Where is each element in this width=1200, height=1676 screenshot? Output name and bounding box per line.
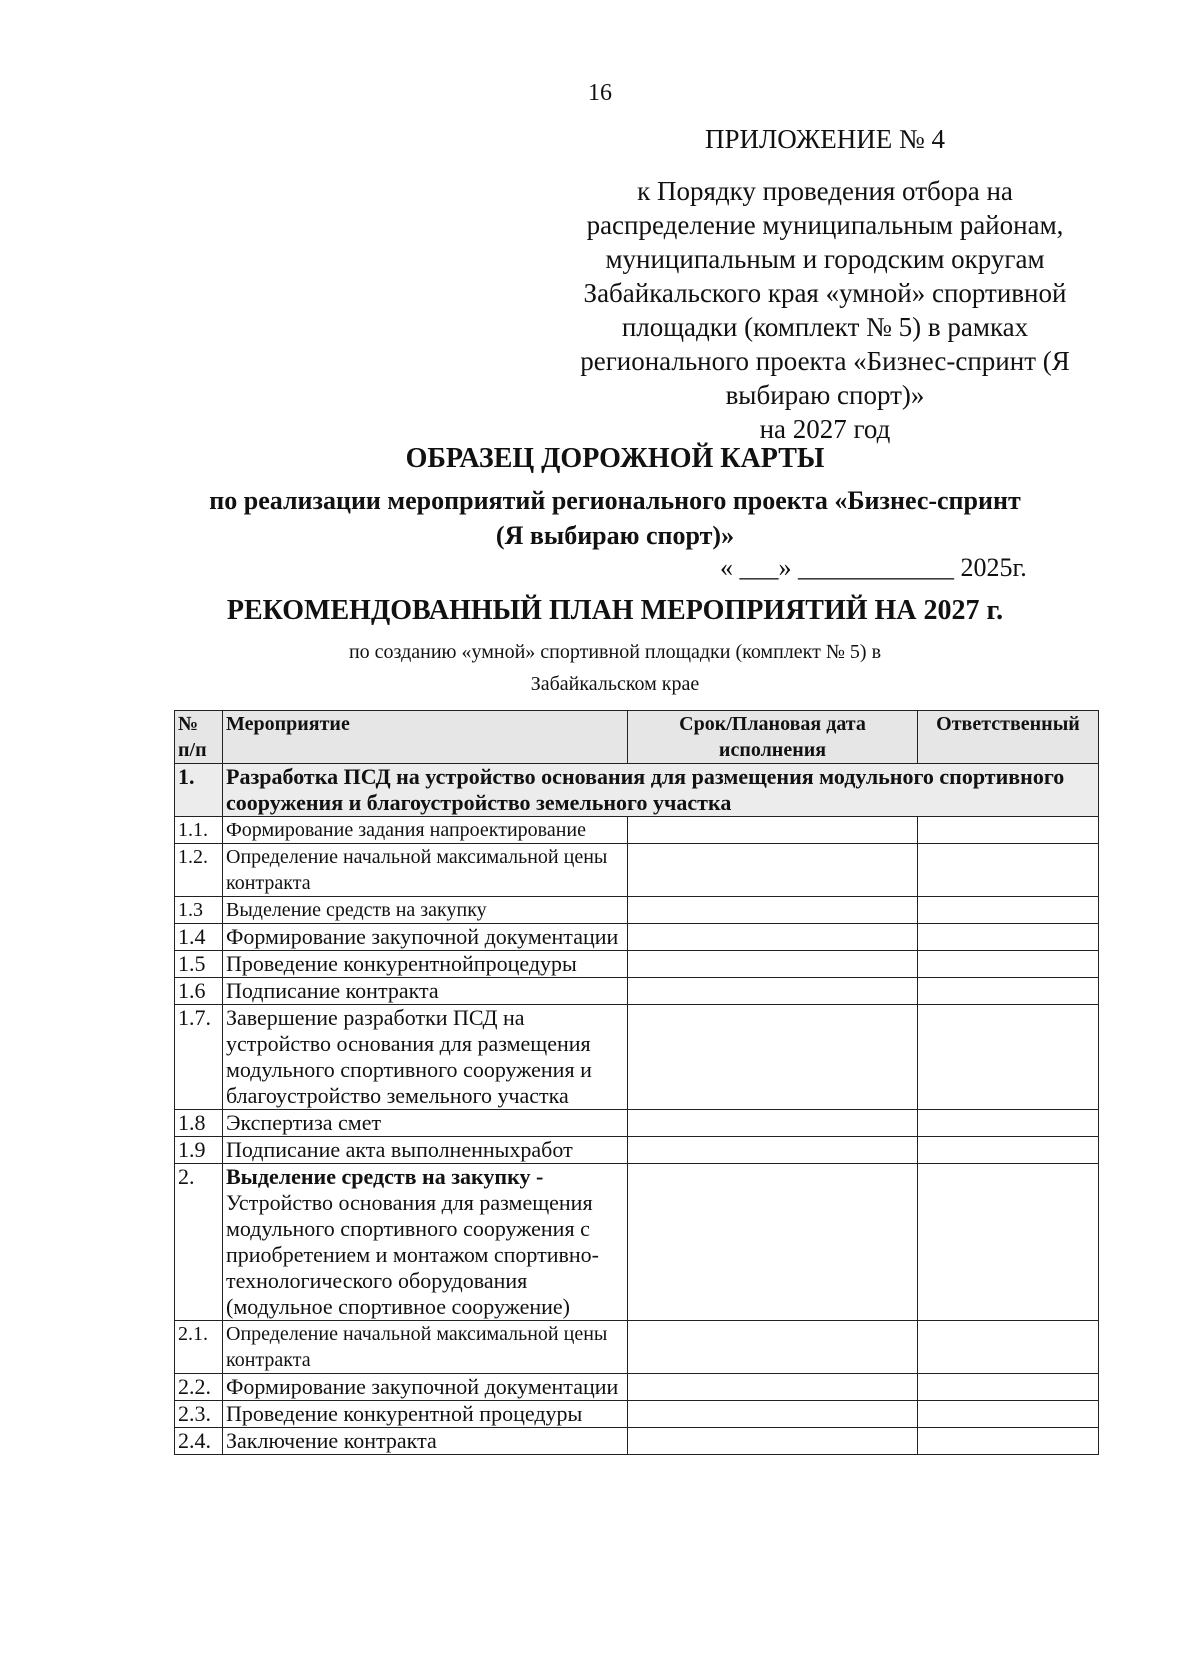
row-num: 2.2. bbox=[175, 1374, 223, 1401]
responsible-cell bbox=[918, 1321, 1099, 1374]
row-event: Завершение разработки ПСД на устройство основания для размещения модульного спортивного сооружения и благоустройство земельного участка bbox=[223, 1005, 628, 1110]
row-num: 1.7. bbox=[175, 1005, 223, 1110]
row-num: 1.8 bbox=[175, 1110, 223, 1137]
row-event: Выделение средств на закупку bbox=[223, 897, 628, 924]
deadline-cell bbox=[628, 1401, 918, 1428]
appendix-lines bbox=[575, 174, 1075, 446]
plan-subtitle-line: Забайкальском крае bbox=[530, 673, 700, 695]
row-num: 1.2. bbox=[175, 844, 223, 897]
plan-table bbox=[174, 710, 1099, 1455]
section-num: 2. bbox=[175, 1164, 223, 1321]
deadline-cell bbox=[628, 844, 918, 897]
row-num: 1.6 bbox=[175, 978, 223, 1005]
table-row bbox=[175, 978, 1099, 1005]
table-row bbox=[175, 1110, 1099, 1137]
row-event: Определение начальной максимальной цены контракта bbox=[223, 844, 628, 897]
roadmap-title: ОБРАЗЕЦ ДОРОЖНОЙ КАРТЫ bbox=[405, 443, 825, 474]
row-event: Подписание контракта bbox=[223, 978, 628, 1005]
table-row bbox=[175, 1005, 1099, 1110]
responsible-cell bbox=[918, 1005, 1099, 1110]
row-event: Формирование закупочной документации bbox=[223, 1374, 628, 1401]
plan-subtitle-line: по созданию «умной» спортивной площадки (комплект № 5) в bbox=[348, 641, 882, 663]
table-row bbox=[175, 817, 1099, 844]
deadline-cell bbox=[628, 1110, 918, 1137]
responsible-cell bbox=[918, 1428, 1099, 1455]
responsible-cell bbox=[918, 978, 1099, 1005]
deadline-cell bbox=[628, 1428, 918, 1455]
appendix-line: выбираю спорт)» bbox=[725, 380, 925, 410]
row-num: 2.1. bbox=[175, 1321, 223, 1374]
deadline-cell bbox=[628, 897, 918, 924]
row-event: Определение начальной максимальной цены контракта bbox=[223, 1321, 628, 1374]
header-num: № п/п bbox=[175, 711, 223, 764]
responsible-cell bbox=[918, 897, 1099, 924]
plan-subtitle bbox=[0, 636, 1200, 700]
header-responsible: Ответственный bbox=[918, 711, 1099, 764]
table-header-row bbox=[175, 711, 1099, 764]
appendix-line: площадки (комплект № 5) в рамках bbox=[621, 312, 1029, 342]
table-row bbox=[175, 1428, 1099, 1455]
appendix-line: на 2027 год bbox=[759, 414, 891, 444]
row-event: Формирование задания напроектирование bbox=[223, 817, 628, 844]
appendix-block bbox=[575, 122, 1075, 446]
deadline-cell bbox=[628, 1005, 918, 1110]
responsible-cell bbox=[918, 1374, 1099, 1401]
table-body bbox=[175, 764, 1099, 1455]
table-row bbox=[175, 1401, 1099, 1428]
deadline-cell bbox=[628, 978, 918, 1005]
header-deadline: Срок/Плановая дата исполнения bbox=[628, 711, 918, 764]
appendix-line: к Порядку проведения отбора на bbox=[637, 176, 1013, 206]
roadmap-subtitle-line: (Я выбираю спорт)» bbox=[495, 521, 735, 550]
date-line: « ___» ____________ 2025г. bbox=[720, 553, 1027, 582]
section-row bbox=[175, 764, 1099, 817]
deadline-cell bbox=[628, 1137, 918, 1164]
row-event: Заключение контракта bbox=[223, 1428, 628, 1455]
responsible-cell bbox=[918, 844, 1099, 897]
deadline-cell bbox=[628, 924, 918, 951]
plan-title: РЕКОМЕНДОВАННЫЙ ПЛАН МЕРОПРИЯТИЙ НА 2027 г. bbox=[226, 595, 1004, 626]
section-title-rest: Устройство основания для размещения модульного спортивного сооружения с приобретением и монтажом спортивно-технологического оборудования (модульное спортивное сооружение) bbox=[226, 1190, 600, 1319]
row-event: Проведение конкурентной процедуры bbox=[223, 1401, 628, 1428]
deadline-cell bbox=[628, 1374, 918, 1401]
section-row bbox=[175, 1164, 1099, 1321]
table-row bbox=[175, 924, 1099, 951]
appendix-line: Забайкальского края «умной» спортивной bbox=[583, 278, 1067, 308]
row-num: 2.3. bbox=[175, 1401, 223, 1428]
row-event: Проведение конкурентнойпроцедуры bbox=[223, 951, 628, 978]
responsible-cell bbox=[918, 924, 1099, 951]
deadline-cell bbox=[628, 817, 918, 844]
table-row bbox=[175, 951, 1099, 978]
appendix-line: распределение муниципальным районам, bbox=[586, 210, 1064, 240]
roadmap-subtitle bbox=[0, 483, 1200, 553]
row-event: Формирование закупочной документации bbox=[223, 924, 628, 951]
row-num: 1.1. bbox=[175, 817, 223, 844]
section-num: 1. bbox=[175, 764, 223, 817]
section-title-bold: Выделение средств на закупку - bbox=[226, 1164, 544, 1189]
roadmap-subtitle-line: по реализации мероприятий регионального проекта «Бизнес-спринт bbox=[209, 486, 1021, 515]
responsible-cell bbox=[918, 817, 1099, 844]
page-number: 16 bbox=[588, 80, 612, 106]
appendix-title: ПРИЛОЖЕНИЕ № 4 bbox=[704, 124, 946, 154]
deadline-cell bbox=[628, 1164, 918, 1321]
responsible-cell bbox=[918, 1164, 1099, 1321]
row-event: Подписание акта выполненныхработ bbox=[223, 1137, 628, 1164]
appendix-line: муниципальным и городским округам bbox=[605, 244, 1045, 274]
deadline-cell bbox=[628, 951, 918, 978]
row-num: 1.5 bbox=[175, 951, 223, 978]
row-num: 2.4. bbox=[175, 1428, 223, 1455]
responsible-cell bbox=[918, 1110, 1099, 1137]
section-title: Разработка ПСД на устройство основания для размещения модульного спортивного сооружения и благоустройство земельного участка bbox=[223, 764, 1099, 817]
header-event: Мероприятие bbox=[223, 711, 628, 764]
row-num: 1.9 bbox=[175, 1137, 223, 1164]
row-event: Экспертиза смет bbox=[223, 1110, 628, 1137]
responsible-cell bbox=[918, 951, 1099, 978]
row-num: 1.4 bbox=[175, 924, 223, 951]
table-row bbox=[175, 1137, 1099, 1164]
table-row bbox=[175, 1321, 1099, 1374]
section-title bbox=[223, 1164, 628, 1321]
table-row bbox=[175, 1374, 1099, 1401]
table-row bbox=[175, 844, 1099, 897]
responsible-cell bbox=[918, 1137, 1099, 1164]
appendix-line: регионального проекта «Бизнес-спринт (Я bbox=[580, 346, 1070, 376]
deadline-cell bbox=[628, 1321, 918, 1374]
table-row bbox=[175, 897, 1099, 924]
row-num: 1.3 bbox=[175, 897, 223, 924]
responsible-cell bbox=[918, 1401, 1099, 1428]
